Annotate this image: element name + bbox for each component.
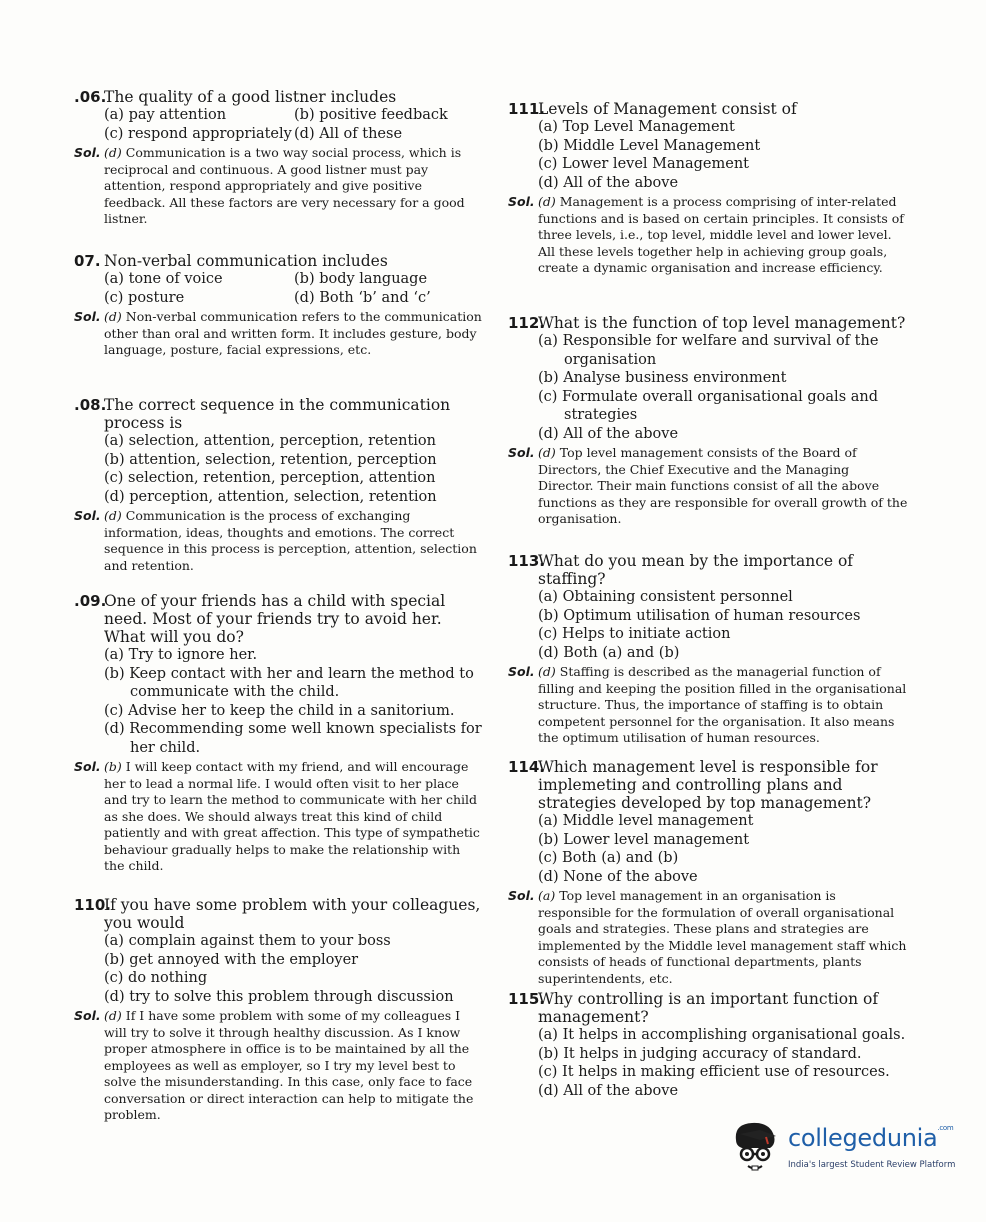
solution-text: Top level management in an organisation is responsible for the formulation of overall organisational goals and strategies. These plans and strategies are implemented by the Middle level management staff which consists of heads of functional departments, plants superintendents, etc.	[538, 888, 907, 986]
question-number: 111.	[508, 100, 546, 118]
option-c: (c) It helps in making efficient use of resources.	[538, 1064, 890, 1080]
option-b: (b) Keep contact with her and learn the method to communicate with the child.	[104, 665, 474, 700]
option-d: (d) None of the above	[538, 868, 698, 885]
solution-text: Communication is a two way social process, which is reciprocal and continuous. A good listner must pay attention, respond appropriately and give positive feedback. All these factors are very necessary for a good listner.	[104, 145, 465, 226]
option-c: (c) Formulate overall organisational goals and strategies	[538, 388, 879, 423]
option-c: (c) Lower level Management	[538, 156, 750, 172]
logo-wordmark	[788, 1124, 953, 1152]
solution-answer: (b)	[104, 759, 122, 774]
option-b: (b) body language	[294, 271, 428, 287]
options	[104, 106, 484, 143]
solution-label: Sol.	[508, 888, 535, 903]
question-text: Non-verbal communication includes	[104, 252, 388, 270]
solution-answer: (d)	[104, 309, 122, 324]
options	[104, 432, 484, 506]
option-b: (b) Optimum utilisation of human resources	[538, 607, 861, 624]
option-a: (a) Middle level management	[538, 813, 754, 829]
question-text: Why controlling is an important function of management?	[538, 990, 879, 1026]
solution-label: Sol.	[74, 145, 101, 160]
option-d: (d) try to solve this problem through discussion	[104, 988, 454, 1005]
option-d: (d) Both (a) and (b)	[538, 644, 680, 661]
solution-label: Sol.	[74, 1008, 101, 1023]
solution	[74, 759, 484, 875]
question-stem	[74, 88, 484, 106]
question-stem	[74, 896, 484, 932]
option-d: (d) All of the above	[538, 1082, 679, 1099]
question-number: .08.	[74, 396, 107, 414]
solution-answer: (d)	[538, 445, 556, 460]
question-108	[74, 396, 484, 574]
question-number: 110.	[74, 896, 112, 914]
option-a: (a) complain against them to your boss	[104, 933, 391, 949]
options	[104, 932, 484, 1006]
option-d: (d) All of the above	[538, 425, 679, 442]
solution-answer: (d)	[538, 664, 556, 679]
question-text: One of your friends has a child with special need. Most of your friends try to avoid her. What will you do?	[104, 592, 446, 646]
option-a: (a) selection, attention, perception, retention	[104, 433, 436, 449]
solution-label: Sol.	[74, 759, 101, 774]
solution-label: Sol.	[74, 309, 101, 324]
question-stem	[74, 396, 484, 432]
solution	[74, 508, 484, 574]
option-a: (a) Responsible for welfare and survival of the organisation	[538, 333, 879, 368]
option-a: (a) Top Level Management	[538, 119, 735, 135]
solution-text: If I have some problem with some of my colleagues I will try to solve it through healthy discussion. As I know proper atmosphere in office is to be maintained by all the employees as well as employer, so I try my level best to solve the misunderstanding. In this case, only face to face conversation or direct interaction can help to mitigate the problem.	[104, 1008, 474, 1122]
option-c: (c) posture	[104, 289, 185, 306]
option-c: (c) do nothing	[104, 970, 208, 986]
option-a: (a) Obtaining consistent personnel	[538, 589, 793, 605]
option-b: (b) Analyse business environment	[538, 370, 787, 386]
question-number: .09.	[74, 592, 107, 610]
solution	[508, 194, 908, 277]
solution-answer: (d)	[538, 194, 556, 209]
option-b: (b) It helps in judging accuracy of standard.	[538, 1045, 862, 1062]
option-c: (c) Both (a) and (b)	[538, 850, 679, 866]
question-stem	[74, 252, 484, 270]
question-number: .06.	[74, 88, 107, 106]
logo-name-text: collegedunia	[788, 1124, 938, 1152]
question-113	[508, 552, 908, 747]
question-stem	[508, 100, 908, 118]
question-115	[508, 990, 908, 1100]
question-text: The correct sequence in the communication process is	[104, 396, 451, 432]
solution-label: Sol.	[508, 664, 535, 679]
options	[538, 332, 908, 443]
question-110	[74, 896, 484, 1124]
question-stem	[508, 314, 908, 332]
option-b: (b) Middle Level Management	[538, 137, 761, 154]
option-c: (c) respond appropriately	[104, 125, 292, 142]
question-stem	[74, 592, 484, 646]
mascot-icon	[730, 1120, 780, 1180]
solution-answer: (d)	[104, 508, 122, 523]
solution-answer: (d)	[104, 145, 122, 160]
question-112	[508, 314, 908, 528]
option-a: (a) It helps in accomplishing organisational goals.	[538, 1027, 906, 1043]
option-d: (d) Both ‘b’ and ‘c’	[294, 289, 431, 306]
solution	[508, 664, 908, 747]
solution	[508, 445, 908, 528]
option-d: (d) All of the above	[538, 174, 679, 191]
option-a: (a) Try to ignore her.	[104, 647, 258, 663]
option-b: (b) positive feedback	[294, 107, 448, 123]
option-a: (a) tone of voice	[104, 271, 223, 287]
solution-label: Sol.	[508, 194, 535, 209]
option-d: (d) perception, attention, selection, retention	[104, 488, 437, 505]
logo-domain: .com	[937, 1124, 954, 1132]
options	[538, 118, 908, 192]
options	[104, 646, 484, 757]
question-106	[74, 88, 484, 228]
option-b: (b) Lower level management	[538, 831, 750, 848]
solution-text: Staffing is described as the managerial function of filling and keeping the position filled in the organisational structure. Thus, the importance of staffing is to obtain competent personnel for the organisation. It also means the optimum utilisation of human resources.	[538, 664, 907, 745]
question-114	[508, 758, 908, 987]
option-a: (a) pay attention	[104, 107, 227, 123]
solution-text: Top level management consists of the Board of Directors, the Chief Executive and the Managing Director. Their main functions consist of all the above functions as they are responsible for overall growth of the organisation.	[538, 445, 908, 526]
question-text: The quality of a good listner includes	[104, 88, 397, 106]
solution	[74, 145, 484, 228]
solution-text: I will keep contact with my friend, and will encourage her to lead a normal life. I would often visit to her place and try to learn the method to communicate with her child as she does. We should always treat this kind of child patiently and with great affection. This type of sympathetic behaviour gradually helps to make the relationship with the child.	[104, 759, 480, 873]
solution	[74, 1008, 484, 1124]
question-text: What is the function of top level management?	[538, 314, 906, 332]
solution-answer: (a)	[538, 888, 556, 903]
question-109	[74, 592, 484, 875]
question-number: 114.	[508, 758, 546, 776]
question-text: What do you mean by the importance of staffing?	[538, 552, 854, 588]
solution-text: Non-verbal communication refers to the communication other than oral and written form. It includes gesture, body language, posture, facial expressions, etc.	[104, 309, 482, 357]
solution-text: Communication is the process of exchanging information, ideas, thoughts and emotions. The correct sequence in this process is perception, attention, selection and retention.	[104, 508, 477, 573]
question-stem	[508, 990, 908, 1026]
solution-label: Sol.	[74, 508, 101, 523]
option-d: (d) Recommending some well known specialists for her child.	[104, 721, 482, 756]
option-b: (b) get annoyed with the employer	[104, 951, 359, 968]
question-stem	[508, 552, 908, 588]
solution-answer: (d)	[104, 1008, 122, 1023]
solution-text: Management is a process comprising of inter-related functions and is based on certain principles. It consists of three levels, i.e., top level, middle level and lower level. All these levels together help in achieving group goals, create a dynamic organisation and increase efficiency.	[538, 194, 904, 275]
option-d: (d) All of these	[294, 125, 403, 142]
option-c: (c) Helps to initiate action	[538, 626, 731, 642]
question-number: 07.	[74, 252, 101, 270]
options	[538, 588, 908, 662]
question-111	[508, 100, 908, 277]
solution-label: Sol.	[508, 445, 535, 460]
option-c: (c) selection, retention, perception, attention	[104, 470, 436, 486]
question-text: Which management level is responsible for implemeting and controlling plans and strategies developed by top management?	[538, 758, 878, 812]
question-text: If you have some problem with your colleagues, you would	[104, 896, 481, 932]
options	[104, 270, 484, 307]
logo-tagline: India's largest Student Review Platform	[788, 1160, 956, 1170]
question-stem	[508, 758, 908, 812]
options	[538, 1026, 908, 1100]
question-number: 113.	[508, 552, 546, 570]
question-number: 115.	[508, 990, 546, 1008]
question-text: Levels of Management consist of	[538, 100, 797, 118]
solution	[74, 309, 484, 359]
question-number: 112.	[508, 314, 546, 332]
option-c: (c) Advise her to keep the child in a sanitorium.	[104, 702, 455, 719]
option-b: (b) attention, selection, retention, perception	[104, 451, 437, 468]
solution	[508, 888, 908, 987]
options	[538, 812, 908, 886]
collegedunia-logo	[730, 1118, 960, 1188]
question-107	[74, 252, 484, 359]
